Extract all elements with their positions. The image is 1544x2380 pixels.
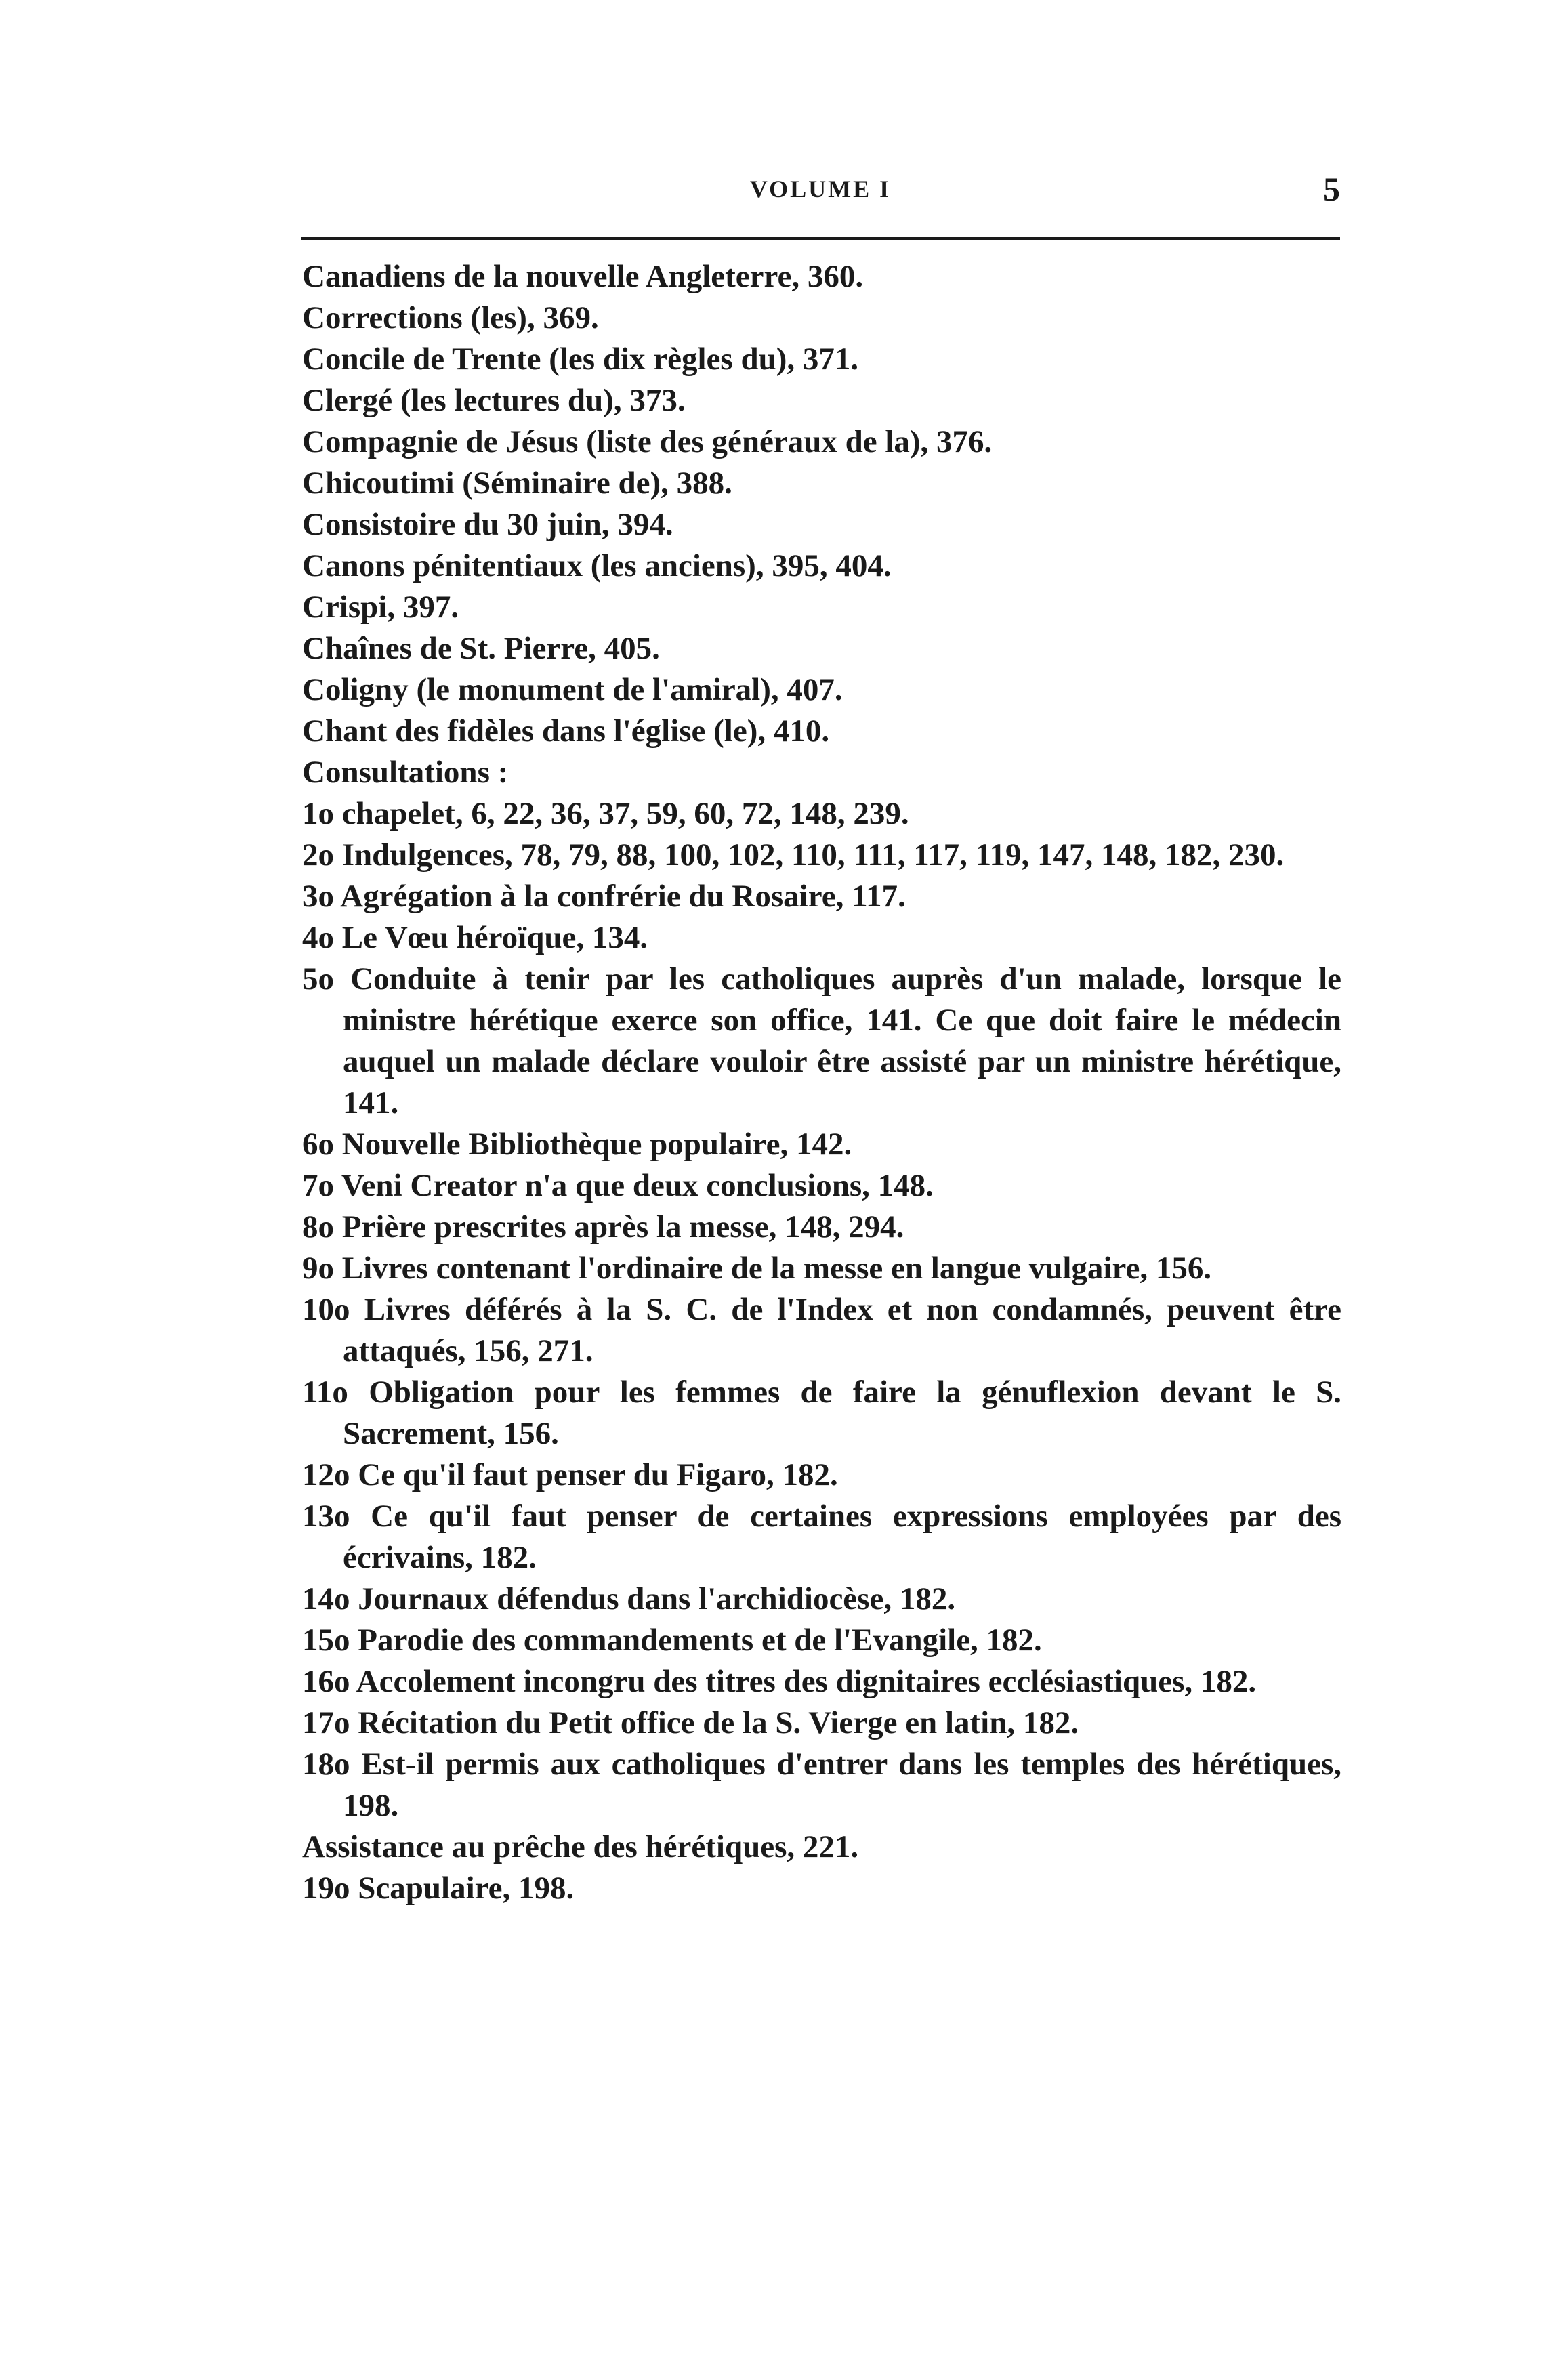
index-entry: Chicoutimi (Séminaire de), 388. bbox=[302, 465, 732, 501]
index-entry: Consistoire du 30 juin, 394. bbox=[302, 507, 673, 542]
index-entry: Canons pénitentiaux (les anciens), 395, 404. bbox=[302, 548, 892, 583]
index-entry: 7o Veni Creator n'a que deux conclusions, 148. bbox=[302, 1168, 934, 1203]
index-entry: Coligny (le monument de l'amiral), 407. bbox=[302, 672, 843, 707]
index-entry: 11o Obligation pour les femmes de faire la génuflexion devant le S. Sacrement, 156. bbox=[302, 1375, 1341, 1451]
index-entry: Assistance au prêche des hérétiques, 221. bbox=[302, 1829, 859, 1864]
index-entries bbox=[302, 256, 1341, 1909]
index-entry: 2o Indulgences, 78, 79, 88, 100, 102, 110, 111, 117, 119, 147, 148, 182, 230. bbox=[302, 837, 1285, 873]
index-entry: 5o Conduite à tenir par les catholiques auprès d'un malade, lorsque le ministre hérétique exerce son office, 141. Ce que doit faire le médecin auquel un malade déclare vouloir être assisté par un ministre hérétique, 141. bbox=[302, 961, 1341, 1121]
index-entry: 16o Accolement incongru des titres des dignitaires ecclésiastiques, 182. bbox=[302, 1664, 1257, 1699]
index-entry: Concile de Trente (les dix règles du), 371. bbox=[302, 341, 859, 377]
index-entry: 12o Ce qu'il faut penser du Figaro, 182. bbox=[302, 1457, 838, 1492]
index-entry: 6o Nouvelle Bibliothèque populaire, 142. bbox=[302, 1127, 852, 1162]
page-number: 5 bbox=[1323, 170, 1340, 208]
index-entry: 1o chapelet, 6, 22, 36, 37, 59, 60, 72, 148, 239. bbox=[302, 796, 909, 831]
index-entry: Corrections (les), 369. bbox=[302, 300, 599, 335]
running-head bbox=[301, 170, 1340, 215]
index-entry: 15o Parodie des commandements et de l'Evangile, 182. bbox=[302, 1623, 1042, 1658]
index-entry: 3o Agrégation à la confrérie du Rosaire, 117. bbox=[302, 879, 906, 914]
index-entry: Crispi, 397. bbox=[302, 589, 459, 625]
index-entry: 19o Scapulaire, 198. bbox=[302, 1871, 575, 1906]
index-entry: Canadiens de la nouvelle Angleterre, 360. bbox=[302, 259, 864, 294]
index-entry: Clergé (les lectures du), 373. bbox=[302, 383, 686, 418]
index-entry: 17o Récitation du Petit office de la S. Vierge en latin, 182. bbox=[302, 1705, 1079, 1740]
index-entry: 4o Le Vœu héroïque, 134. bbox=[302, 920, 648, 955]
index-entry: Compagnie de Jésus (liste des généraux de la), 376. bbox=[302, 424, 993, 459]
index-entry: 14o Journaux défendus dans l'archidiocèse, 182. bbox=[302, 1581, 956, 1616]
index-entry: 10o Livres déférés à la S. C. de l'Index et non condamnés, peuvent être attaqués, 156, 271. bbox=[302, 1292, 1341, 1369]
header-rule bbox=[301, 237, 1340, 240]
index-entry: 8o Prière prescrites après la messe, 148, 294. bbox=[302, 1209, 904, 1245]
index-entry: 18o Est-il permis aux catholiques d'entrer dans les temples des hérétiques, 198. bbox=[302, 1747, 1341, 1823]
index-entry: 13o Ce qu'il faut penser de certaines expressions employées par des écrivains, 182. bbox=[302, 1499, 1341, 1575]
index-entry: 9o Livres contenant l'ordinaire de la messe en langue vulgaire, 156. bbox=[302, 1251, 1212, 1286]
index-entry: Chaînes de St. Pierre, 405. bbox=[302, 631, 660, 666]
running-title: VOLUME I bbox=[749, 175, 892, 203]
index-entry: Consultations : bbox=[302, 755, 509, 790]
index-entry: Chant des fidèles dans l'église (le), 410. bbox=[302, 713, 830, 749]
